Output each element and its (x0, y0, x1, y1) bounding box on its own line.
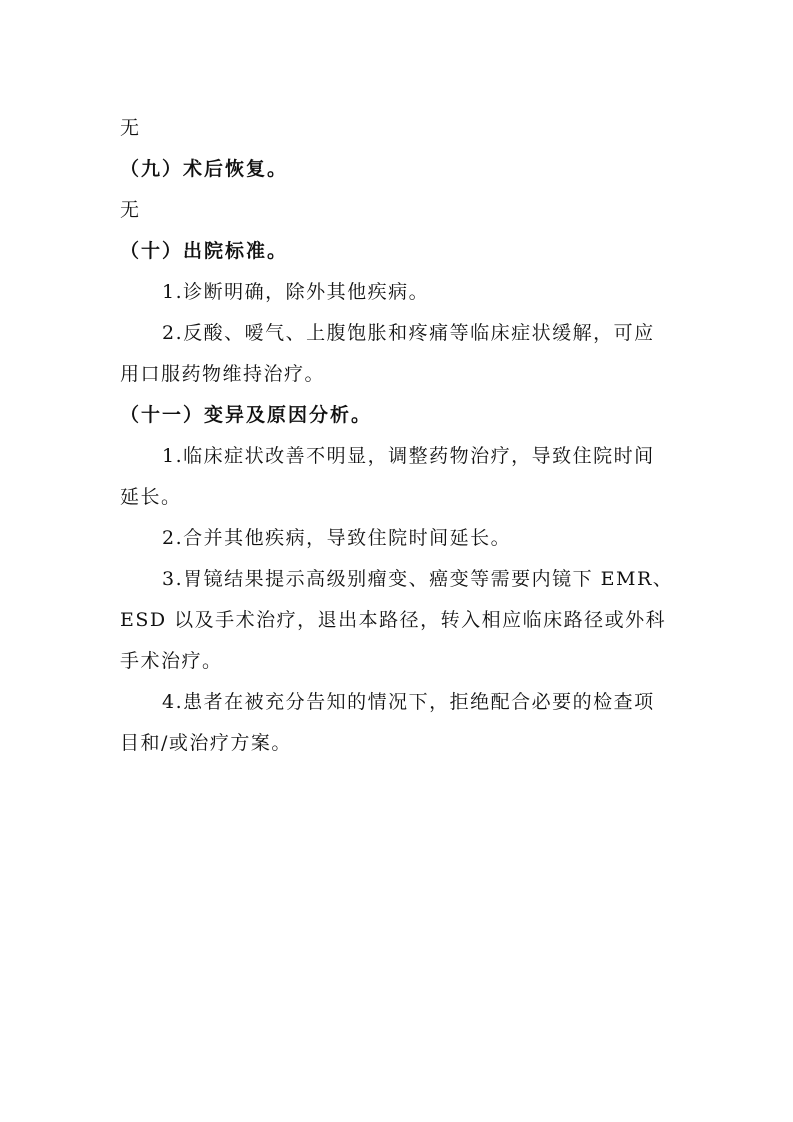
item-line: 2.合并其他疾病，导致住院时间延长。 (162, 527, 512, 549)
section-heading-variation (120, 395, 680, 436)
heading-line: （十一）变异及原因分析。 (120, 404, 373, 426)
item-line: 目和/或治疗方案。 (120, 732, 292, 754)
discharge-item-2 (120, 313, 680, 395)
item-line: 延长。 (120, 486, 182, 508)
variation-item-4 (120, 682, 680, 764)
item-line: 用口服药物维持治疗。 (120, 363, 326, 385)
item-line: 1.临床症状改善不明显，调整药物治疗，导致住院时间 (162, 445, 655, 467)
section-heading-recovery (120, 149, 680, 190)
text-none (120, 190, 680, 231)
variation-item-2 (120, 518, 680, 559)
item-line: 2.反酸、嗳气、上腹饱胀和疼痛等临床症状缓解，可应 (162, 322, 655, 344)
item-line: 4.患者在被充分告知的情况下，拒绝配合必要的检查项 (162, 691, 655, 713)
text-line: 无 (120, 199, 141, 221)
section-heading-discharge (120, 231, 680, 272)
variation-item-3 (120, 559, 680, 682)
heading-line: （九）术后恢复。 (120, 158, 289, 180)
item-line: 手术治疗。 (120, 650, 223, 672)
text-line: 无 (120, 117, 141, 139)
item-line: ESD 以及手术治疗，退出本路径，转入相应临床路径或外科 (120, 609, 667, 631)
discharge-item-1 (120, 272, 680, 313)
item-line: 1.诊断明确，除外其他疾病。 (162, 281, 430, 303)
item-line: 3.胃镜结果提示高级别瘤变、癌变等需要内镜下 EMR、 (162, 568, 674, 590)
document-body (120, 108, 680, 764)
variation-item-1 (120, 436, 680, 518)
text-none (120, 108, 680, 149)
heading-line: （十）出院标准。 (120, 240, 289, 262)
